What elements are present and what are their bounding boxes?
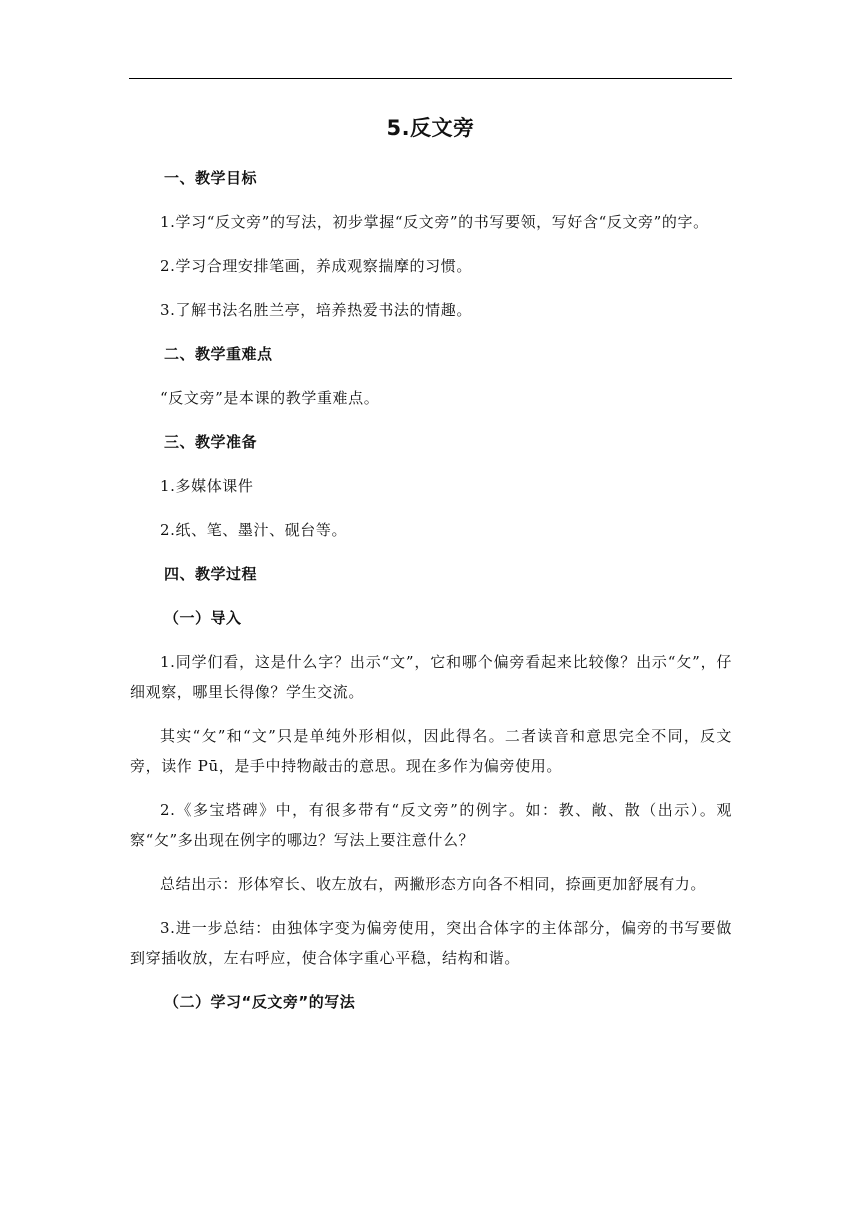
intro-paragraph-2: 其实“攵”和“文”只是单纯外形相似，因此得名。二者读音和意思完全不同，反文旁，读作 Pū，是手中持物敲击的意思。现在多作为偏旁使用。 — [130, 727, 732, 775]
section-heading-process: 四、教学过程 — [164, 565, 258, 583]
prep-item-1: 1.多媒体课件 — [160, 477, 254, 495]
intro-paragraph-3: 2.《多宝塔碑》中，有很多带有“反文旁”的例字。如：教、敞、散（出示）。观察“攵”多出现在例字的哪边？写法上要注意什么？ — [130, 801, 732, 849]
subsection-heading-learn: （二）学习“反文旁”的写法 — [164, 993, 356, 1011]
goal-item-1: 1.学习“反文旁”的写法，初步掌握“反文旁”的书写要领，写好含“反文旁”的字。 — [160, 213, 709, 231]
intro-paragraph-1: 1.同学们看，这是什么字？出示“文”，它和哪个偏旁看起来比较像？出示“攵”，仔细观察，哪里长得像？学生交流。 — [130, 653, 732, 701]
intro-paragraph-5: 3.进一步总结：由独体字变为偏旁使用，突出合体字的主体部分，偏旁的书写要做到穿插收放，左右呼应，使合体字重心平稳，结构和谐。 — [130, 919, 732, 967]
section-heading-prep: 三、教学准备 — [164, 433, 258, 451]
section-heading-goals: 一、教学目标 — [164, 169, 258, 187]
section-heading-keypoints: 二、教学重难点 — [164, 345, 273, 363]
subsection-heading-intro: （一）导入 — [164, 609, 242, 627]
keypoints-text: “反文旁”是本课的教学重难点。 — [160, 389, 380, 407]
page-title: 5.反文旁 — [386, 116, 475, 140]
prep-item-2: 2.纸、笔、墨汁、砚台等。 — [160, 521, 348, 539]
document-body — [130, 163, 732, 1031]
header-rule — [129, 78, 732, 79]
goal-item-2: 2.学习合理安排笔画，养成观察揣摩的习惯。 — [160, 257, 472, 275]
goal-item-3: 3.了解书法名胜兰亭，培养热爱书法的情趣。 — [160, 301, 472, 319]
intro-paragraph-4: 总结出示：形体窄长、收左放右，两撇形态方向各不相同，捺画更加舒展有力。 — [160, 875, 707, 893]
